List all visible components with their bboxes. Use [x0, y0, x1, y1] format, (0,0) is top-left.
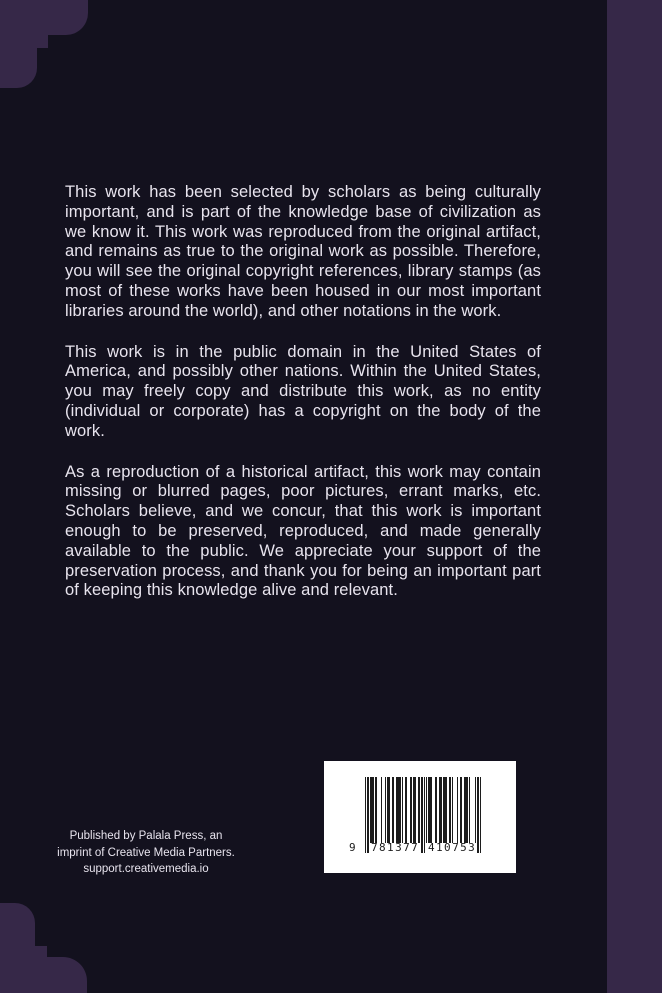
barcode-bar	[388, 777, 389, 843]
barcode-bar	[405, 777, 406, 843]
barcode-bar	[460, 777, 461, 843]
barcode-bar	[452, 777, 453, 843]
barcode-digits-left: 781377	[371, 841, 420, 854]
publisher-line: imprint of Creative Media Partners.	[57, 846, 235, 859]
barcode-bar	[449, 777, 450, 843]
publisher-website: support.creativemedia.io	[83, 863, 209, 875]
barcode-bar	[402, 777, 403, 843]
barcode-bar	[466, 777, 467, 843]
barcode-bar	[436, 777, 437, 843]
barcode-bar	[381, 777, 382, 843]
right-edge-band	[607, 0, 662, 993]
barcode-number	[324, 841, 516, 855]
barcode-bar	[469, 777, 470, 843]
publisher-info	[40, 828, 252, 878]
barcode-digit-prefix: 9	[349, 841, 356, 854]
barcode-bar	[426, 777, 427, 843]
barcode-bar	[376, 777, 377, 843]
barcode-bar	[441, 777, 442, 843]
barcode-bar	[457, 777, 458, 843]
corner-ornament-bottom-left-horizontal	[0, 957, 87, 993]
barcode-bar	[410, 777, 411, 843]
paragraph-public-domain: This work is in the public domain in the United States of America, and possibly other nations. Within the United States, you may freely copy and distribute this work, as no entity (individual or corporate) has a copyright on the body of the work.	[65, 342, 541, 440]
barcode-bar	[415, 777, 416, 843]
barcode-bar	[399, 777, 400, 843]
barcode-bar	[385, 777, 386, 843]
barcode-bar	[431, 777, 432, 843]
barcode-bar	[419, 777, 420, 843]
corner-ornament-top-left-vertical	[0, 0, 37, 88]
barcode-bar	[393, 777, 394, 843]
barcode-bar	[372, 777, 373, 843]
barcode-bar	[475, 777, 476, 843]
barcode-digits-right: 410753	[428, 841, 477, 854]
barcode-bar	[446, 777, 447, 843]
paragraph-reproduction-notice: As a reproduction of a historical artifact, this work may contain missing or blurred pages, poor pictures, errant marks, etc. Scholars believe, and we concur, that this work is important enough to be preserved, reproduced, and made generally available to the public. We appreciate your support of the preservation process, and thank you for being an important part of keeping this knowledge alive and relevant.	[65, 462, 541, 600]
paragraph-selected-by-scholars: This work has been selected by scholars as being culturally important, and is part of the knowledge base of civilization as we know it. This work was reproduced from the original artifact, and remains as true to the original work as possible. Therefore, you will see the original copyright references, library stamps (as most of these works have been housed in our most important libraries around the world), and other notations in the work.	[65, 183, 541, 320]
description-text	[65, 183, 541, 601]
publisher-line: Published by Palala Press, an	[69, 830, 223, 842]
isbn-barcode	[324, 761, 516, 873]
